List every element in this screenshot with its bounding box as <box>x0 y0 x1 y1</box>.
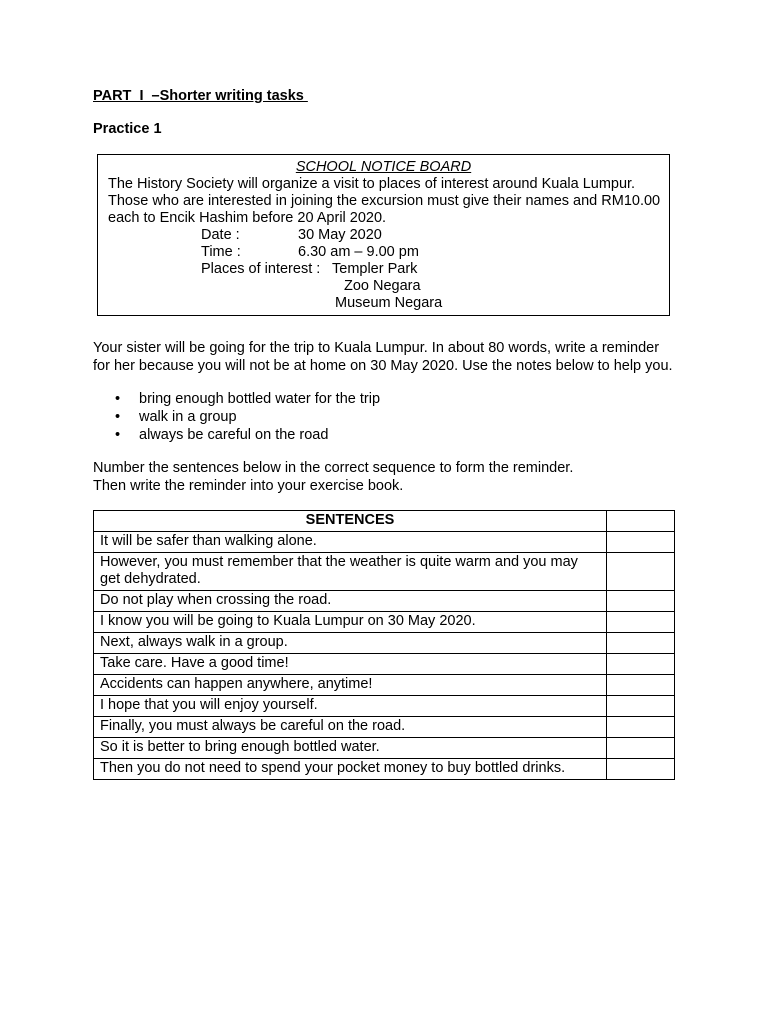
sentence-cell: Then you do not need to spend your pocket money to buy bottled drinks. <box>94 759 607 780</box>
table-row <box>94 532 675 553</box>
number-answer-cell[interactable] <box>607 738 675 759</box>
bullet-icon: • <box>115 427 121 443</box>
bullet-icon: • <box>115 391 121 407</box>
number-answer-cell[interactable] <box>607 633 675 654</box>
list-item <box>115 408 380 426</box>
table-row <box>94 675 675 696</box>
practice-title: Practice 1 <box>93 121 162 137</box>
number-header-cell <box>607 511 675 532</box>
task-instructions: Your sister will be going for the trip to Kuala Lumpur. In about 80 words, write a reminder for her because you will not be at home on 30 May 2020. Use the notes below to help you. <box>93 340 673 374</box>
table-row <box>94 759 675 780</box>
note-text: walk in a group <box>139 409 237 425</box>
sentences-header: SENTENCES <box>94 511 607 532</box>
number-answer-cell[interactable] <box>607 717 675 738</box>
list-item <box>115 390 380 408</box>
sentence-cell: It will be safer than walking alone. <box>94 532 607 553</box>
table-row <box>94 633 675 654</box>
table-row <box>94 591 675 612</box>
sentence-cell: Accidents can happen anywhere, anytime! <box>94 675 607 696</box>
number-answer-cell[interactable] <box>607 654 675 675</box>
sequence-instructions <box>93 459 673 495</box>
table-row <box>94 612 675 633</box>
notice-body: The History Society will organize a visit to places of interest around Kuala Lumpur. Those who are interested in joining the excursion must give their names and RM10.00 each to Encik Hashim before 20 April 2020. <box>108 176 661 226</box>
time-label: Time : <box>201 244 241 260</box>
notes-list <box>115 390 380 444</box>
notice-heading: SCHOOL NOTICE BOARD <box>295 159 472 175</box>
notice-box <box>97 154 670 316</box>
list-item <box>115 426 380 444</box>
date-label: Date : <box>201 227 240 243</box>
table-row <box>94 553 675 591</box>
number-answer-cell[interactable] <box>607 532 675 553</box>
date-value: 30 May 2020 <box>298 227 382 243</box>
sentence-cell: Do not play when crossing the road. <box>94 591 607 612</box>
place-item: Museum Negara <box>335 295 443 311</box>
sentence-cell: Take care. Have a good time! <box>94 654 607 675</box>
sentence-cell: So it is better to bring enough bottled water. <box>94 738 607 759</box>
number-answer-cell[interactable] <box>607 759 675 780</box>
number-answer-cell[interactable] <box>607 553 675 591</box>
table-row <box>94 654 675 675</box>
number-answer-cell[interactable] <box>607 591 675 612</box>
places-label: Places of interest : <box>201 261 321 277</box>
time-value: 6.30 am – 9.00 pm <box>298 244 419 260</box>
sentence-cell: Next, always walk in a group. <box>94 633 607 654</box>
number-answer-cell[interactable] <box>607 696 675 717</box>
table-row <box>94 717 675 738</box>
place-item: Templer Park <box>332 261 418 277</box>
bullet-icon: • <box>115 409 121 425</box>
number-answer-cell[interactable] <box>607 612 675 633</box>
sentence-cell: I hope that you will enjoy yourself. <box>94 696 607 717</box>
place-item: Zoo Negara <box>344 278 421 294</box>
number-answer-cell[interactable] <box>607 675 675 696</box>
sequence-instruction-line: Number the sentences below in the correct sequence to form the reminder. <box>93 460 574 476</box>
sentence-cell: I know you will be going to Kuala Lumpur on 30 May 2020. <box>94 612 607 633</box>
sentences-table <box>93 510 675 780</box>
sequence-instruction-line: Then write the reminder into your exercise book. <box>93 478 404 494</box>
table-row <box>94 738 675 759</box>
note-text: always be careful on the road <box>139 427 329 443</box>
part-title: PART I –Shorter writing tasks <box>93 88 308 104</box>
note-text: bring enough bottled water for the trip <box>139 391 381 407</box>
table-header-row <box>94 511 675 532</box>
sentence-cell: However, you must remember that the weather is quite warm and you may get dehydrated. <box>94 553 607 591</box>
table-row <box>94 696 675 717</box>
sentence-cell: Finally, you must always be careful on the road. <box>94 717 607 738</box>
